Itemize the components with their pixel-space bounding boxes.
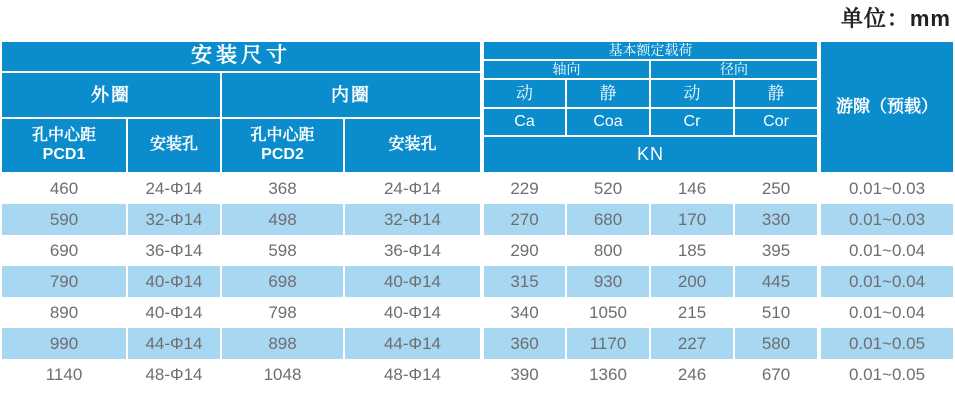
header-block-clearance [821,42,953,172]
header-clearance: 游隙（预载） [821,42,953,172]
cell-mount-hole-inner: 48-Φ14 [383,364,442,384]
table-row [2,266,953,297]
cell-mount-hole-outer: 48-Φ14 [145,364,203,384]
cell-cr: 246 [677,364,707,384]
header-axial-static: 静 [567,80,649,107]
cell-cor: 670 [761,364,791,384]
cell-clearance: 0.01~0.03 [821,204,953,235]
header-columns-row [2,119,480,172]
header-inner-ring: 内圈 [222,73,480,117]
cell-ca: 315 [484,266,565,297]
cell-ca: 270 [484,204,565,235]
header-ca: Ca [484,109,565,135]
cell-cor: 330 [735,204,817,235]
cell-pcd1: 890 [49,302,79,322]
cell-cr: 170 [651,204,733,235]
header-pcd2-line1: 孔中心距 [250,127,315,145]
header-radial: 径向 [651,61,817,78]
cell-pcd1: 990 [2,328,126,359]
cell-mount-hole-outer: 24-Φ14 [145,178,203,198]
header-kn-unit: KN [484,137,817,172]
cell-cr: 215 [677,302,707,322]
header-radial-static: 静 [735,80,817,107]
header-cor: Cor [735,109,817,135]
cell-pcd2: 798 [268,302,297,322]
cell-ca: 229 [510,178,539,198]
cell-ca: 360 [484,328,565,359]
cell-pcd2: 698 [222,266,343,297]
header-pcd1-line1: 孔中心距 [31,127,96,145]
header-install-dimensions: 安装尺寸 [2,42,480,71]
cell-coa: 520 [593,178,623,198]
cell-pcd1: 460 [49,178,79,198]
cell-ca: 290 [510,240,539,260]
cell-mount-hole-outer: 40-Φ14 [145,302,203,322]
table-row [2,235,953,266]
cell-mount-hole-outer: 36-Φ14 [145,240,203,260]
cell-pcd1: 690 [49,240,79,260]
unit-label: 单位：mm [840,6,951,31]
cell-mount-hole-outer: 32-Φ14 [128,204,220,235]
bearing-spec-table [2,42,953,390]
cell-clearance: 0.01~0.04 [821,266,953,297]
header-radial-dynamic: 动 [651,80,733,107]
cell-cor: 580 [735,328,817,359]
header-cr: Cr [651,109,733,135]
cell-pcd2: 498 [222,204,343,235]
header-pcd2 [222,119,343,172]
header-rings-row [2,73,480,117]
header-mount-hole-inner: 安装孔 [345,119,480,172]
cell-clearance: 0.01~0.04 [848,302,926,322]
header-pcd1-line2: PCD1 [42,145,86,163]
cell-coa: 680 [567,204,649,235]
cell-ca: 340 [510,302,539,322]
header-basic-load: 基本额定载荷 [484,42,817,59]
cell-cr: 200 [651,266,733,297]
header-outer-ring: 外圈 [2,73,220,117]
header-axial: 轴向 [484,61,649,78]
cell-cor: 395 [761,240,791,260]
cell-clearance: 0.01~0.03 [848,178,926,198]
cell-mount-hole-inner: 44-Φ14 [345,328,480,359]
cell-cr: 185 [677,240,707,260]
cell-mount-hole-inner: 32-Φ14 [345,204,480,235]
cell-ca: 390 [510,364,539,384]
cell-coa: 800 [593,240,623,260]
cell-pcd2: 1048 [263,364,302,384]
cell-mount-hole-inner: 40-Φ14 [345,266,480,297]
header-symbols-row [484,109,817,135]
header-block-install [2,42,480,172]
cell-coa: 1050 [589,302,627,322]
cell-coa: 1360 [589,364,627,384]
cell-coa: 930 [567,266,649,297]
table-row [2,204,953,235]
cell-pcd2: 898 [222,328,343,359]
header-pcd1 [2,119,126,172]
header-directions-row [484,61,817,78]
cell-pcd1: 590 [2,204,126,235]
cell-mount-hole-inner: 40-Φ14 [383,302,442,322]
cell-mount-hole-inner: 36-Φ14 [383,240,442,260]
cell-mount-hole-outer: 44-Φ14 [128,328,220,359]
cell-mount-hole-inner: 24-Φ14 [383,178,442,198]
header-mount-hole-outer: 安装孔 [128,119,220,172]
table-header [2,42,953,172]
cell-cr: 146 [677,178,707,198]
header-block-load [484,42,817,172]
cell-pcd2: 368 [268,178,297,198]
header-pcd2-line2: PCD2 [261,145,304,163]
table-row [2,328,953,359]
cell-cor: 510 [761,302,791,322]
cell-clearance: 0.01~0.05 [821,328,953,359]
cell-clearance: 0.01~0.04 [848,240,926,260]
cell-mount-hole-outer: 40-Φ14 [128,266,220,297]
cell-cr: 227 [651,328,733,359]
cell-pcd1: 790 [2,266,126,297]
cell-coa: 1170 [567,328,649,359]
cell-clearance: 0.01~0.05 [848,364,926,384]
table-body [2,173,953,390]
table-row [2,173,953,204]
cell-cor: 445 [735,266,817,297]
cell-pcd1: 1140 [45,364,83,384]
table-row [2,359,953,390]
cell-pcd2: 598 [268,240,297,260]
table-row [2,297,953,328]
header-dynamic-static-row [484,80,817,107]
cell-cor: 250 [761,178,791,198]
header-coa: Coa [567,109,649,135]
header-axial-dynamic: 动 [484,80,565,107]
